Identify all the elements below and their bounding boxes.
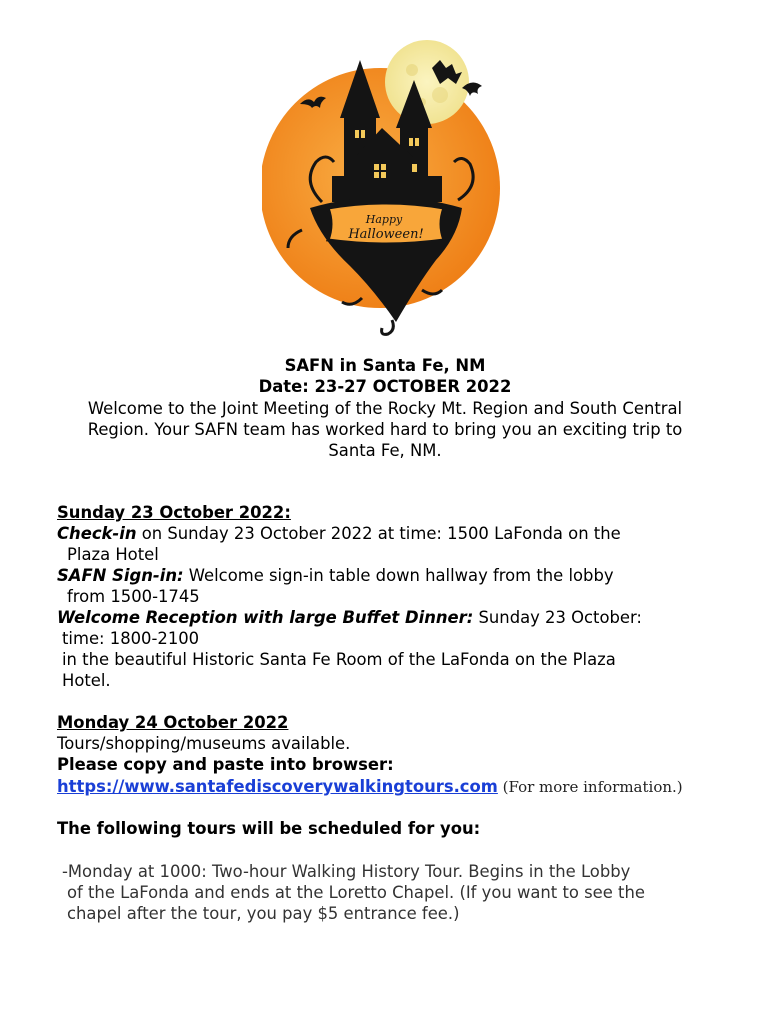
- signin-text: Welcome sign-in table down hallway from the lobby: [183, 566, 614, 585]
- copy-paste-instruction: Please copy and paste into browser:: [57, 755, 394, 774]
- scheduled-tours-heading: The following tours will be scheduled for you:: [57, 819, 481, 838]
- tour-1-line-2: of the LaFonda and ends at the Loretto Chapel. (If you want to see the: [67, 883, 645, 902]
- tour-link-line: [57, 776, 683, 798]
- welcome-text-line-2: Region. Your SAFN team has worked hard to bring you an exciting trip to: [87, 420, 683, 439]
- walking-tours-link[interactable]: https://www.santafediscoverywalkingtours.com: [57, 777, 498, 796]
- checkin-line: [57, 523, 621, 544]
- signin-continuation: from 1500-1745: [67, 587, 200, 606]
- reception-time: time: 1800-2100: [62, 629, 200, 648]
- tour-1-line-3: chapel after the tour, you pay $5 entrance fee.): [67, 904, 460, 923]
- checkin-label: Check-in: [57, 524, 137, 543]
- monday-heading: Monday 24 October 2022: [57, 713, 289, 732]
- reception-location-end: Hotel.: [62, 671, 111, 690]
- tour-1-line-1: -Monday at 1000: Two-hour Walking History Tour. Begins in the Lobby: [62, 862, 631, 881]
- checkin-continuation: Plaza Hotel: [67, 545, 159, 564]
- link-note: (For more information.): [497, 778, 683, 796]
- reception-text: Sunday 23 October:: [473, 608, 642, 627]
- checkin-text: on Sunday 23 October 2022 at time: 1500 LaFonda on the: [136, 524, 621, 543]
- sign-halloween-text: Halloween!: [348, 227, 424, 242]
- reception-line: [57, 607, 642, 628]
- event-date: Date: 23-27 OCTOBER 2022: [258, 377, 512, 396]
- welcome-text-line-3: Santa Fe, NM.: [328, 441, 442, 460]
- reception-label: Welcome Reception with large Buffet Dinner:: [57, 608, 474, 627]
- happy-halloween-illustration: [262, 40, 512, 340]
- event-title: SAFN in Santa Fe, NM: [284, 356, 486, 375]
- signin-label: SAFN Sign-in:: [57, 566, 184, 585]
- welcome-text-line-1: Welcome to the Joint Meeting of the Rocky Mt. Region and South Central: [87, 399, 683, 418]
- sunday-heading: Sunday 23 October 2022:: [57, 503, 291, 522]
- tours-available-text: Tours/shopping/museums available.: [57, 734, 351, 753]
- sign-happy-text: Happy: [365, 213, 403, 226]
- reception-location: in the beautiful Historic Santa Fe Room of the LaFonda on the Plaza: [62, 650, 616, 669]
- signin-line: [57, 565, 614, 586]
